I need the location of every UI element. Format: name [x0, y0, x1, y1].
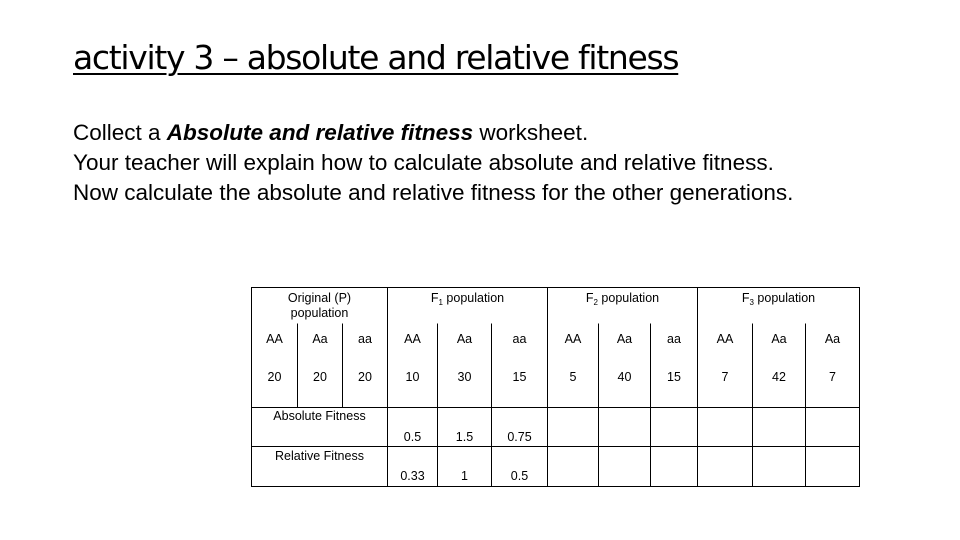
- header-f3-letter: F: [741, 291, 750, 305]
- count-cell: 20: [358, 369, 372, 384]
- count-cell: 20: [313, 369, 327, 384]
- genotype-cell: AA: [404, 331, 421, 346]
- count-cell: 7: [721, 369, 729, 384]
- genotype-cell: AA: [564, 331, 582, 346]
- count-cell: 42: [772, 369, 786, 384]
- genotype-cell: Aa: [456, 331, 473, 346]
- absolute-fitness-cell: [753, 428, 805, 446]
- instruction-text: worksheet.: [473, 120, 589, 145]
- header-f2-subscript: 2: [593, 298, 598, 307]
- genotype-cell: AA: [716, 331, 734, 346]
- relative-fitness-cell: 0.33: [400, 468, 425, 483]
- count-cell: 15: [512, 369, 527, 384]
- absolute-fitness-cell: 0.75: [507, 429, 532, 444]
- absolute-fitness-cell: 1.5: [455, 429, 474, 444]
- header-f1-letter: F: [430, 291, 439, 305]
- count-cell: 5: [569, 369, 577, 384]
- header-f1-text: population: [442, 291, 505, 305]
- absolute-fitness-cell: [698, 428, 752, 446]
- header-p-line1: Original (P): [287, 291, 352, 305]
- header-f1-subscript: 1: [438, 298, 443, 307]
- count-cell: 20: [267, 369, 282, 384]
- instruction-line-2: Your teacher will explain how to calculate absolute and relative fitness.: [73, 150, 774, 175]
- header-f3-population: [698, 288, 859, 324]
- absolute-fitness-cell: [599, 428, 650, 446]
- genotype-cell: AA: [266, 331, 283, 346]
- header-f2-text: population: [597, 291, 660, 305]
- header-f3-text: population: [753, 291, 816, 305]
- relative-fitness-cell: [548, 467, 598, 485]
- genotype-cell: Aa: [312, 331, 328, 346]
- relative-fitness-cell: [599, 467, 650, 485]
- header-p-population: [252, 288, 387, 324]
- page-title: activity 3 – absolute and relative fitness: [73, 38, 679, 77]
- relative-fitness-cell: [806, 467, 859, 485]
- relative-fitness-cell: 1: [461, 468, 468, 483]
- worksheet-name: Absolute and relative fitness: [166, 120, 474, 145]
- relative-fitness-cell: [698, 467, 752, 485]
- genotype-cell: Aa: [824, 331, 841, 346]
- absolute-fitness-cell: 0.5: [403, 429, 422, 444]
- absolute-fitness-cell: [548, 428, 598, 446]
- header-f1-population: [388, 288, 547, 324]
- count-cell: 7: [829, 369, 836, 384]
- relative-fitness-label: Relative Fitness: [275, 449, 364, 463]
- relative-fitness-cell: 0.5: [510, 468, 529, 483]
- absolute-fitness-cell: [806, 428, 859, 446]
- absolute-fitness-label: Absolute Fitness: [273, 409, 366, 423]
- genotype-cell: Aa: [616, 331, 633, 346]
- genotype-cell: Aa: [771, 331, 787, 346]
- instruction-line-3: Now calculate the absolute and relative fitness for the other generations.: [73, 180, 794, 205]
- genotype-cell: aa: [667, 331, 681, 346]
- relative-fitness-cell: [651, 467, 697, 485]
- header-f2-letter: F: [585, 291, 594, 305]
- genotype-cell: aa: [358, 331, 372, 346]
- header-f2-population: [548, 288, 697, 324]
- absolute-fitness-cell: [651, 428, 697, 446]
- header-f3-subscript: 3: [749, 298, 754, 307]
- count-cell: 40: [617, 369, 632, 384]
- count-cell: 15: [667, 369, 681, 384]
- genotype-cell: aa: [512, 331, 527, 346]
- relative-fitness-cell: [753, 467, 805, 485]
- count-cell: 30: [457, 369, 472, 384]
- instruction-text: Collect a: [73, 120, 167, 145]
- header-p-line2: population: [290, 306, 349, 320]
- count-cell: 10: [405, 369, 420, 384]
